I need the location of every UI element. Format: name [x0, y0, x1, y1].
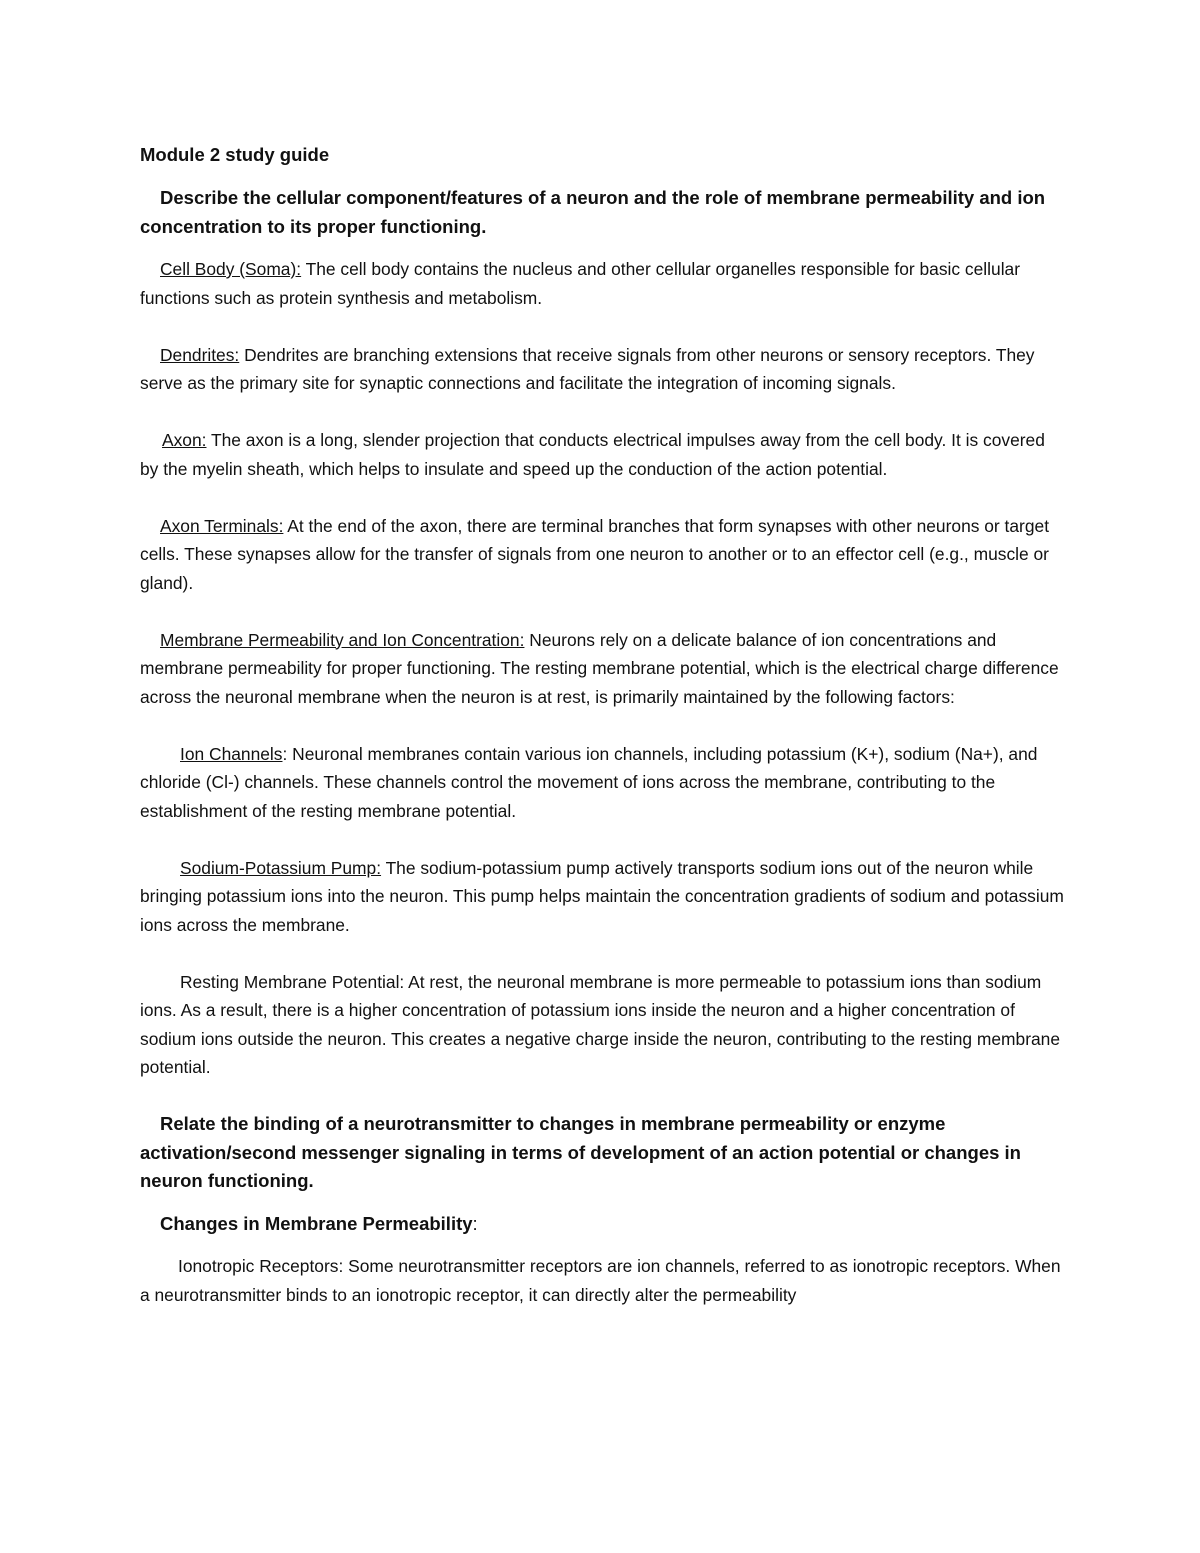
- ion-channels-label: [140, 744, 282, 764]
- axon-paragraph: [140, 426, 1065, 483]
- subheading: [140, 1210, 1065, 1239]
- membrane-text: Neurons rely on a delicate balance of ion concentrations and membrane permeability for proper functioning. The resting membrane potential, which is the electrical charge difference across the neuronal membrane when the neuron is at rest, is primarily maintained by the following factors:: [140, 629, 1059, 707]
- ion-channels-label-text: Ion Channels: [180, 743, 283, 764]
- subheading-text: Changes in Membrane Permeability: [160, 1212, 473, 1234]
- ionotropic-text: Ionotropic Receptors: Some neurotransmitter receptors are ion channels, referred to as ionotropic receptors. When a neurotransmitter binds to an ionotropic receptor, it can directly alter the permeability: [140, 1256, 1061, 1305]
- soma-label: Cell Body (Soma):: [160, 259, 302, 279]
- dendrites-text: Dendrites are branching extensions that receive signals from other neurons or sensory receptors. They serve as the primary site for synaptic connections and facilitate the integration of incoming signals.: [140, 344, 1035, 393]
- axon-terminals-label: [140, 516, 283, 536]
- pump-label: Sodium-Potassium Pump:: [180, 857, 382, 878]
- axon-terminals-paragraph: [140, 512, 1065, 598]
- dendrites-label-text: Dendrites:: [160, 344, 240, 365]
- membrane-paragraph: [140, 626, 1065, 712]
- pump-paragraph: [140, 854, 1065, 940]
- axon-terminals-label-text: Axon Terminals:: [160, 515, 284, 536]
- resting-text: Resting Membrane Potential: At rest, the neuronal membrane is more permeable to potassium ions than sodium ions. As a result, there is a higher concentration of potassium ions inside the neuron and a higher concentration of sodium ions outside the neuron. This creates a negative charge inside the neuron, contributing to the resting membrane potential.: [140, 971, 1061, 1077]
- resting-paragraph: [140, 968, 1065, 1082]
- document-body: [140, 140, 1065, 1309]
- document-title: Module 2 study guide: [140, 144, 330, 165]
- axon-terminals-text: At the end of the axon, there are terminal branches that form synapses with other neurons or target cells. These synapses allow for the transfer of signals from one neuron to another or to an effector cell (e.g., muscle or gland).: [140, 515, 1050, 593]
- ion-channels-paragraph: [140, 740, 1065, 826]
- dendrites-label: [140, 345, 239, 365]
- pump-text: The sodium-potassium pump actively transports sodium ions out of the neuron while bringing potassium ions into the neuron. This pump helps maintain the concentration gradients of sodium and potassium ions across the membrane.: [140, 857, 1064, 935]
- soma-text: The cell body contains the nucleus and other cellular organelles responsible for basic cellular functions such as protein synthesis and metabolism.: [140, 259, 1021, 308]
- question-1-heading: [140, 184, 1065, 241]
- axon-label-text: Axon:: [162, 430, 207, 450]
- soma-paragraph: [140, 255, 1065, 312]
- ion-channels-text: : Neuronal membranes contain various ion channels, including potassium (K+), sodium (Na+), and chloride (Cl-) channels. These channels control the movement of ions across the membrane, contributing to the establishment of the resting membrane potential.: [140, 743, 1038, 821]
- question-2-heading: [140, 1110, 1065, 1196]
- question-2-heading-text: Relate the binding of a neurotransmitter to changes in membrane permeability or enzyme activation/second messenger signaling in terms of development of an action potential or changes in neuron functioning.: [140, 1113, 1021, 1191]
- membrane-label: Membrane Permeability and Ion Concentration:: [160, 629, 525, 650]
- axon-text: The axon is a long, slender projection that conducts electrical impulses away from the cell body. It is covered by the myelin sheath, which helps to insulate and speed up the conduction of the action potential.: [140, 430, 1045, 479]
- axon-label: [140, 430, 206, 450]
- ionotropic-paragraph: [140, 1252, 1065, 1309]
- dendrites-paragraph: [140, 341, 1065, 398]
- question-1-heading-text: Describe the cellular component/features of a neuron and the role of membrane permeability and ion concentration to its proper functioning.: [140, 187, 1046, 237]
- subheading-colon: :: [472, 1212, 478, 1234]
